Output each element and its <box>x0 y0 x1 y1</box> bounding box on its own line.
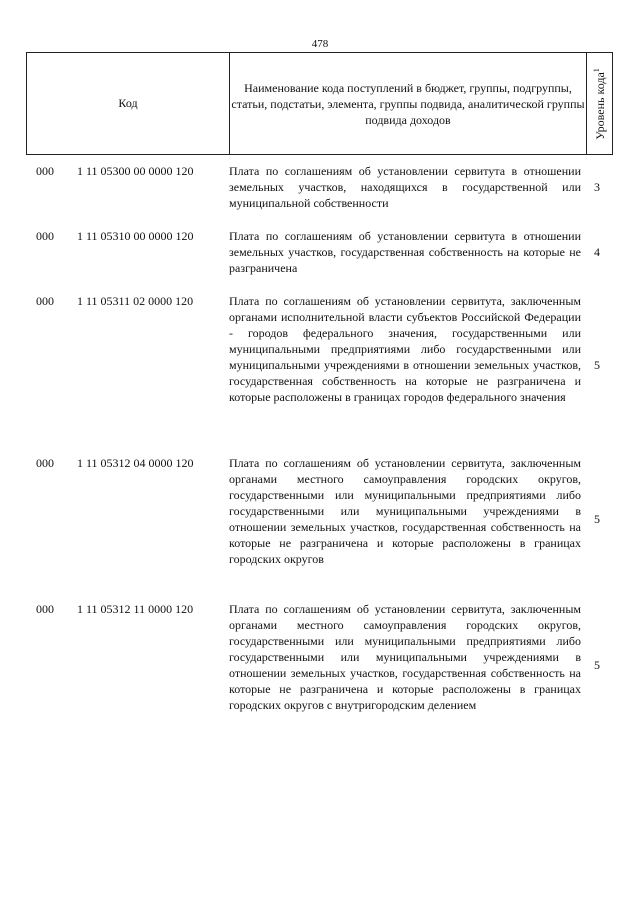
revenue-name: Плата по соглашениям об установлении сервитута, заключенным органами исполнительной власти субъектов Российской Федерации - городов федерального значения, государственными или муниципальными предприятиями либо государственными или муниципальными учреждениями в отношении земельных участков, государственная собственность на которые не разграничена и которые расположены в границах городов федерального значения <box>229 294 581 404</box>
header-level-cell <box>587 53 613 155</box>
page-number: 478 <box>311 38 329 50</box>
revenue-name: Плата по соглашениям об установлении сервитута, заключенным органами местного самоуправления городских округов, государственными или муниципальными предприятиями либо государственными или муниципальными учреждениями в отношении земельных участков, государственная собственность на которые не разграничена и которые расположены в границах городских округов <box>229 456 581 566</box>
revenue-code: 1 11 05311 02 0000 120 <box>77 294 194 308</box>
revenue-name: Плата по соглашениям об установлении сервитута, заключенным органами местного самоуправления городских округов, государственными или муниципальными предприятиями либо государственными или муниципальными учреждениями в отношении земельных участков, государственная собственность на которые не разграничена и которые расположены в границах городских округов с внутригородским делением <box>229 602 581 712</box>
revenue-code: 1 11 05312 04 0000 120 <box>77 456 194 470</box>
header-code: Код <box>27 53 230 155</box>
admin-code: 000 <box>36 229 54 243</box>
header-level-text: Уровень кода <box>592 71 607 140</box>
revenue-code: 1 11 05300 00 0000 120 <box>77 164 194 178</box>
table-header <box>26 52 613 155</box>
header-level-label <box>592 68 608 140</box>
revenue-code: 1 11 05310 00 0000 120 <box>77 229 194 243</box>
code-level: 5 <box>594 512 600 526</box>
code-level: 4 <box>594 245 600 259</box>
admin-code: 000 <box>36 164 54 178</box>
revenue-name: Плата по соглашениям об установлении сервитута в отношении земельных участков, государственная собственность на которые не разграничена <box>229 229 581 275</box>
code-level: 5 <box>594 358 600 372</box>
header-name: Наименование кода поступлений в бюджет, группы, подгруппы, статьи, подстатьи, элемента, группы подвида, аналитической группы подвида доходов <box>230 53 587 155</box>
admin-code: 000 <box>36 294 54 308</box>
admin-code: 000 <box>36 602 54 616</box>
admin-code: 000 <box>36 456 54 470</box>
revenue-name: Плата по соглашениям об установлении сервитута в отношении земельных участков, находящихся в государственной или муниципальной собственности <box>229 164 581 210</box>
code-level: 5 <box>594 658 600 672</box>
revenue-code: 1 11 05312 11 0000 120 <box>77 602 194 616</box>
header-level-footnote: 1 <box>591 67 601 72</box>
code-level: 3 <box>594 180 600 194</box>
